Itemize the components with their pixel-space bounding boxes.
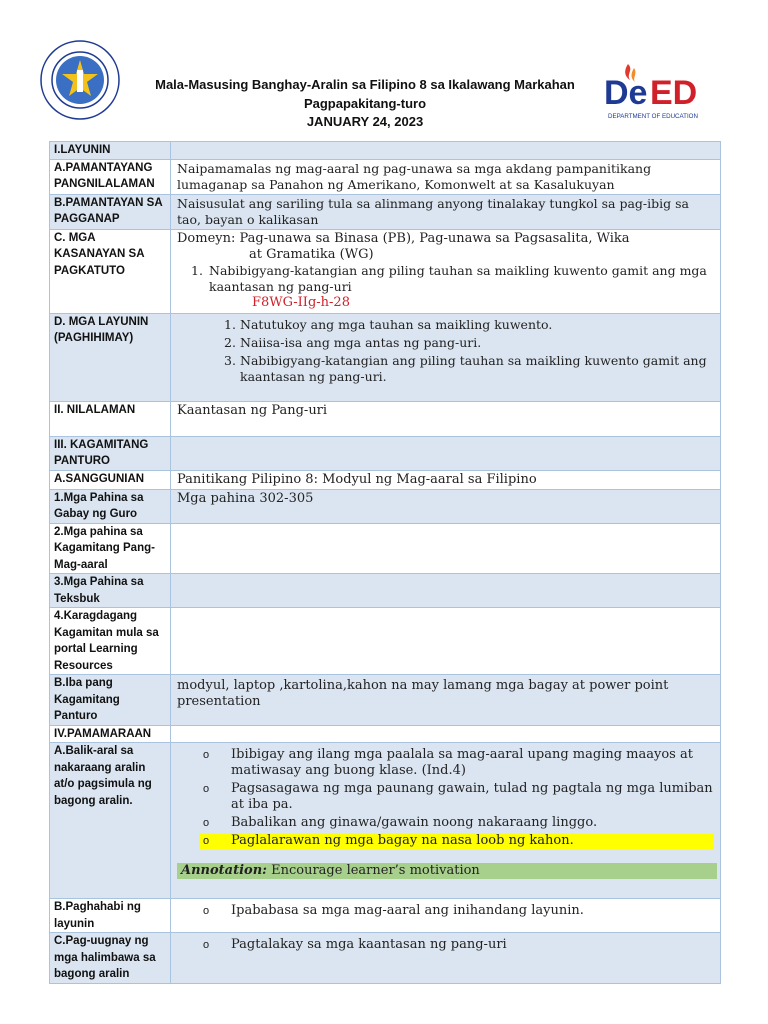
annotation-text: Encourage learner’s motivation xyxy=(271,863,480,878)
list-item: 1. Natutukoy ang mga tauhan sa maikling kuwento. xyxy=(224,316,553,332)
deped-brand-logo xyxy=(604,60,710,122)
label-kagamitang-pang-mag-aaral: 2.Mga pahina sa Kagamitang Pang-Mag-aaral xyxy=(50,523,171,574)
lesson-plan-table xyxy=(49,141,721,984)
row-layunin xyxy=(50,142,721,160)
label-kasanayan: C. MGA KASANAYAN SA PAGKATUTO xyxy=(50,229,171,313)
list-item: o Ipababasa sa mga mag-aaral ang inihandang layunin. xyxy=(203,903,584,918)
annotation-note xyxy=(177,863,717,879)
row-iba-pang-kagamitang xyxy=(50,675,721,726)
label-mga-layunin: D. MGA LAYUNIN (PAGHIHIMAY) xyxy=(50,313,171,401)
label-teksbuk: 3.Mga Pahina sa Teksbuk xyxy=(50,574,171,608)
row-kasanayan xyxy=(50,229,721,313)
value-gabay-ng-guro: Mga pahina 302-305 xyxy=(171,489,721,523)
value-pag-uugnay xyxy=(171,933,721,984)
row-sanggunian xyxy=(50,470,721,489)
kasanayan-item xyxy=(177,263,714,295)
list-item: 3. Nabibigyang-katangian ang piling tauhan sa maikling kuwento gamit ang kaantasan ng pang-uri. xyxy=(224,352,707,384)
label-pamantayan-sa-pagganap: B.PAMANTAYAN SA PAGGANAP xyxy=(50,194,171,229)
value-iba-pang-kagamitang: modyul, laptop ,kartolina,kahon na may lamang mga bagay at power point presentation xyxy=(171,675,721,726)
list-item: o Pagsasagawa ng mga paunang gawain, tulad ng pagtala ng mga lumiban at iba pa. xyxy=(203,781,713,812)
label-paghahabi: B.Paghahabi ng layunin xyxy=(50,899,171,933)
row-mga-layunin xyxy=(50,313,721,401)
value-kasanayan xyxy=(171,229,721,313)
competency-code: F8WG-IIg-h-28 xyxy=(252,294,350,310)
list-item: o Babalikan ang ginawa/gawain noong nakaraang linggo. xyxy=(203,815,598,830)
domeyn-line-2: at Gramatika (WG) xyxy=(249,246,374,262)
row-paghahabi xyxy=(50,899,721,933)
kasanayan-item-number: 1. xyxy=(191,262,203,278)
row-pag-uugnay xyxy=(50,933,721,984)
svg-text:ED: ED xyxy=(650,74,698,112)
list-item: o Pagtalakay sa mga kaantasan ng pang-uri xyxy=(203,937,507,952)
label-pag-uugnay: C.Pag-uugnay ng mga halimbawa sa bagong aralin xyxy=(50,933,171,984)
svg-text:DEPARTMENT OF EDUCATION: DEPARTMENT OF EDUCATION xyxy=(608,113,698,120)
row-pamantayan-sa-pagganap xyxy=(50,194,721,229)
label-pamamaraan: IV.PAMAMARAAN xyxy=(50,725,171,743)
label-balik-aral: A.Balik-aral sa nakaraang aralin at/o pagsimula ng bagong aralin. xyxy=(50,743,171,899)
label-sanggunian: A.SANGGUNIAN xyxy=(50,470,171,489)
deped-seal-logo xyxy=(40,40,120,120)
label-karagdagang-kagamitan: 4.Karagdagang Kagamitan mula sa portal Learning Resources xyxy=(50,608,171,675)
document-header xyxy=(0,0,768,140)
list-item: o Ibibigay ang ilang mga paalala sa mag-aaral upang maging maayos at matiwasay ang buong klase. (Ind.4) xyxy=(203,747,693,778)
value-pamantayang-pangnilalaman: Naipamamalas ng mag-aaral ng pag-unawa sa mga akdang pampanitikang lumaganap sa Panahon ng Amerikano, Komonwelt at sa Kasalukuyan xyxy=(171,159,721,194)
value-mga-layunin xyxy=(171,313,721,401)
label-iba-pang-kagamitang: B.Iba pang Kagamitang Panturo xyxy=(50,675,171,726)
title-line-1: Mala-Masusing Banghay-Aralin sa Filipino 8 sa Ikalawang Markahan xyxy=(155,77,575,92)
annotation-label: Annotation: xyxy=(181,863,267,878)
highlighted-list-item: o Paglalarawan ng mga bagay na nasa loob ng kahon. xyxy=(199,833,714,849)
value-pamantayan-sa-pagganap: Naisusulat ang sariling tula sa alinmang anyong tinalakay tungkol sa pag-ibig sa tao, bayan o kalikasan xyxy=(171,194,721,229)
row-gabay-ng-guro xyxy=(50,489,721,523)
row-kagamitang-panturo xyxy=(50,436,721,470)
balik-aral-list xyxy=(177,744,714,849)
title-line-2: Pagpapakitang-turo xyxy=(303,95,427,111)
label-kagamitang-panturo: III. KAGAMITANG PANTURO xyxy=(50,436,171,470)
domeyn-line-1: Domeyn: Pag-unawa sa Binasa (PB), Pag-unawa sa Pagsasalita, Wika xyxy=(177,230,630,246)
row-kagamitang-pang-mag-aaral xyxy=(50,523,721,574)
label-nilalaman: II. NILALAMAN xyxy=(50,401,171,436)
label-layunin: I.LAYUNIN xyxy=(50,142,171,160)
document-title-block xyxy=(130,76,600,132)
row-balik-aral xyxy=(50,743,721,899)
row-karagdagang-kagamitan xyxy=(50,608,721,675)
value-paghahabi xyxy=(171,899,721,933)
list-item: 2. Naiisa-isa ang mga antas ng pang-uri. xyxy=(224,334,482,350)
value-sanggunian: Panitikang Pilipino 8: Modyul ng Mag-aaral sa Filipino xyxy=(171,470,721,489)
row-pamantayang-pangnilalaman xyxy=(50,159,721,194)
title-line-3: JANUARY 24, 2023 xyxy=(306,114,424,129)
row-pamamaraan xyxy=(50,725,721,743)
objectives-list xyxy=(177,315,714,385)
row-nilalaman xyxy=(50,401,721,436)
label-gabay-ng-guro: 1.Mga Pahina sa Gabay ng Guro xyxy=(50,489,171,523)
row-teksbuk xyxy=(50,574,721,608)
value-nilalaman: Kaantasan ng Pang-uri xyxy=(171,401,721,436)
kasanayan-item-text: Nabibigyang-katangian ang piling tauhan sa maikling kuwento gamit ang mga kaantasan ng pang-uri xyxy=(209,262,707,294)
svg-text:De: De xyxy=(604,74,648,112)
label-pamantayang-pangnilalaman: A.PAMANTAYANG PANGNILALAMAN xyxy=(50,159,171,194)
value-balik-aral xyxy=(171,743,721,899)
